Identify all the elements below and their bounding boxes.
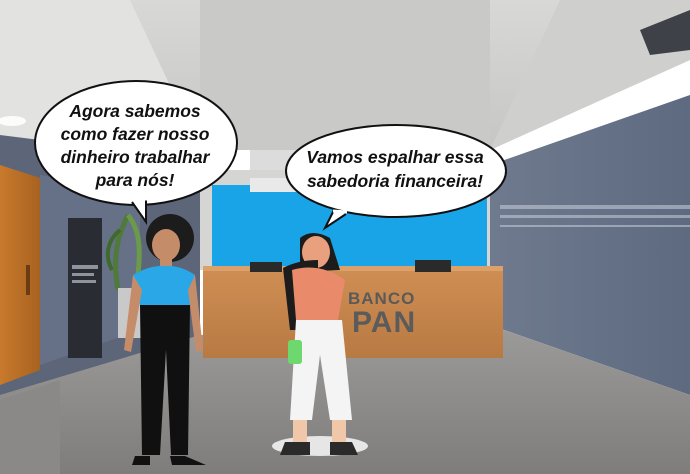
speech-line: sabedoria financeira! — [306, 171, 484, 191]
speech-line: como fazer nosso — [60, 124, 210, 144]
desk-sign-bottom: PAN — [352, 306, 417, 339]
speech-text-right — [290, 145, 500, 193]
speech-line: Agora sabemos — [69, 101, 201, 121]
banner-stand — [68, 218, 102, 358]
desk-sign-top: BANCO — [348, 289, 416, 308]
speech-text-left — [42, 100, 228, 192]
door — [0, 165, 40, 385]
speech-line: dinheiro trabalhar — [60, 147, 210, 167]
speech-line: Vamos espalhar essa — [306, 147, 484, 167]
speech-line: para nós! — [95, 170, 175, 190]
